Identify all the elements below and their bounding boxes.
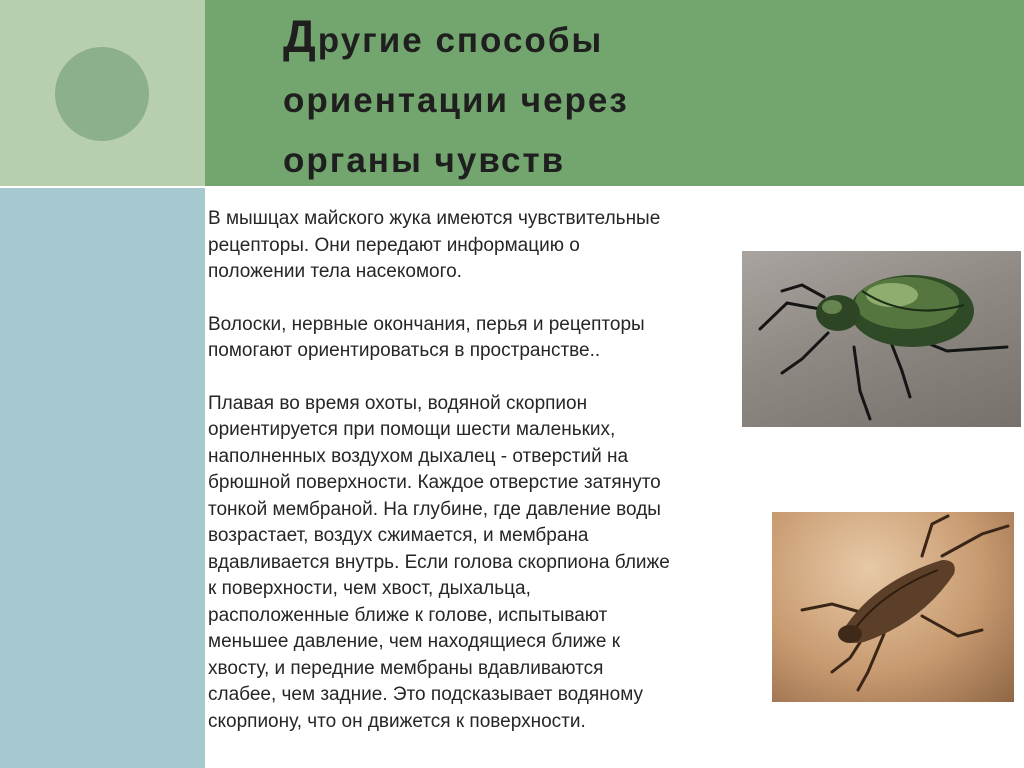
slide-title (283, 6, 1003, 191)
title-line-2: ориентации через (283, 81, 629, 120)
text-line: к поверхности, чем хвост, дыхальца, (208, 578, 531, 599)
text-line: возрастает, воздух сжимается, и мембрана (208, 525, 589, 546)
text-line: скорпиону, что он движется к поверхности. (208, 710, 586, 732)
text-line: положении тела насекомого. (208, 261, 462, 282)
paragraph-gap (208, 286, 768, 312)
text-line: слабее, чем задние. Это подсказывает водяному (208, 684, 643, 705)
paragraph-scorpion (208, 391, 768, 736)
paragraph-beetle (208, 206, 768, 286)
body-text (208, 206, 768, 735)
text-line: Волоски, нервные окончания, перья и рецепторы (208, 313, 645, 335)
water-scorpion-photo (772, 512, 1014, 702)
title-line-1 (283, 6, 1003, 71)
title-line-1-text: ругие способы (317, 21, 604, 60)
text-line: Плавая во время охоты, водяной скорпион (208, 392, 588, 414)
text-line: вдавливается внутрь. Если голова скорпиона ближе (208, 551, 670, 573)
text-line: В мышцах майского жука имеются чувствительные (208, 208, 661, 229)
text-line: брюшной поверхности. Каждое отверстие затянуто (208, 472, 661, 493)
text-line: расположенные ближе к голове, испытывают (208, 604, 608, 626)
text-line: ориентируется при помощи шести маленьких, (208, 419, 616, 440)
decorative-circle (55, 47, 149, 141)
beetle-photo (742, 251, 1021, 427)
text-line: помогают ориентироваться в пространстве.. (208, 340, 601, 361)
text-line: меньшее давление, чем находящиеся ближе к (208, 631, 621, 652)
left-bottom-panel (0, 187, 205, 768)
text-line: хвосту, и передние мембраны вдавливаются (208, 657, 604, 679)
text-line: наполненных воздухом дыхалец - отверстий на (208, 445, 629, 467)
text-line: тонкой мембраной. На глубине, где давление воды (208, 498, 661, 520)
paragraph-gap (208, 365, 768, 391)
text-line: рецепторы. Они передают информацию о (208, 234, 580, 256)
paragraph-receptors (208, 312, 768, 365)
title-line-3: органы чувств (283, 141, 566, 180)
title-initial: Д (283, 10, 318, 62)
